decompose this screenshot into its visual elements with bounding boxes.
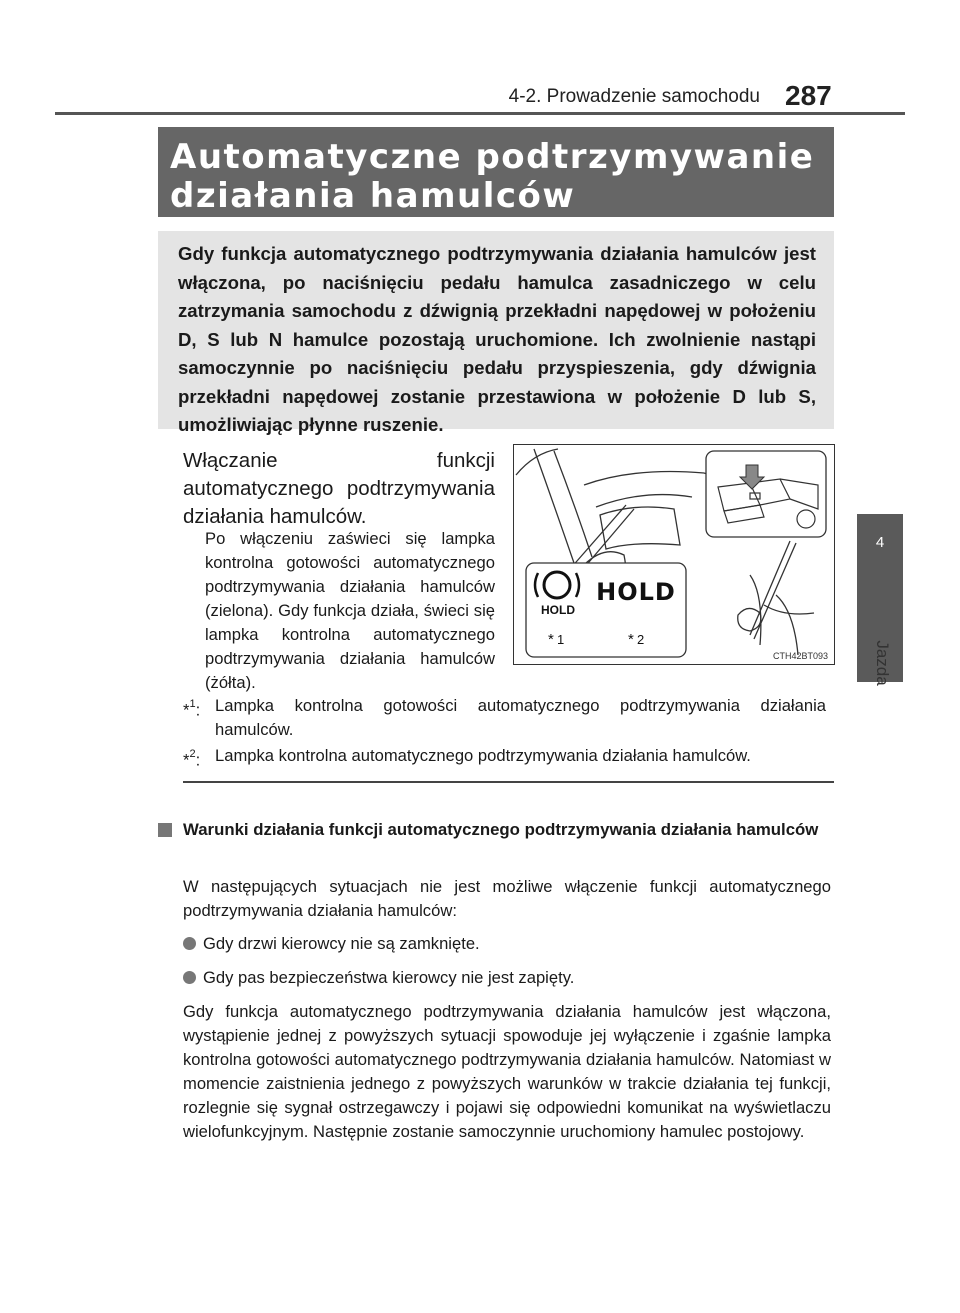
marker-2: 2 [637,632,645,647]
running-header-section: 4-2. Prowadzenie samochodu [508,86,760,107]
list-item [183,966,831,990]
chapter-label-text: Jazda [873,640,892,686]
lead-text: Włączanie funkcji automatycznego podtrzymywania działania hamulców. [183,449,495,528]
figure-code: CTH42BT093 [772,651,828,661]
indicator-2-label: HOLD [596,578,676,606]
bullet-dot-icon [183,971,196,984]
footnote-1-text: Lampka kontrolna gotowości automatycznego podtrzymywania działania hamulców. [215,696,826,739]
illustration-drawing [514,445,835,665]
indicator-1-label: HOLD [541,603,575,617]
list-item-text: Gdy pas bezpieczeństwa kierowcy nie jest zapięty. [203,968,575,987]
page-title: Automatyczne podtrzymywanie działania hamulców [158,127,834,217]
list-item [183,932,831,956]
footnote-2-text: Lampka kontrolna automatycznego podtrzymywania działania hamulców. [215,746,751,765]
dashboard-illustration [513,444,835,665]
section-heading: Warunki działania funkcji automatycznego podtrzymywania działania hamulców [183,820,819,839]
chapter-label [867,618,897,708]
marker-1-star: * [548,631,554,648]
section-square-icon [158,823,172,837]
section-intro: W następujących sytuacjach nie jest możliwe włączenie funkcji automatycznego podtrzymywania działania hamulców: [183,877,831,920]
page-number: 287 [785,80,832,111]
bullet-dot-icon [183,937,196,950]
list-item-text: Gdy drzwi kierowcy nie są zamknięte. [203,934,480,953]
intro-box: Gdy funkcja automatycznego podtrzymywania działania hamulców jest włączona, po naciśnięciu pedału hamulca zasadniczego w celu zatrzymania samochodu z dźwignią przekładni napędowej w położeniu D, S lub N hamulce pozostają uruchomione. Ich zwolnienie nastąpi samoczynnie po naciśnięciu pedału przyspieszenia, gdy dźwignia przekładni napędowej zostanie przestawiona w położenie D lub S, umożliwiając płynne ruszenie. [158,231,834,429]
footnote-1 [183,694,826,742]
lead-subtext: Po włączeniu zaświeci się lampka kontrolna gotowości automatycznego podtrzymywania działania hamulców (zielona). Gdy funkcja działa, świeci się lampka kontrolna automatycznego podtrzymywania działania hamulców (żółta). [205,529,495,692]
section-closing: Gdy funkcja automatycznego podtrzymywania działania hamulców jest włączona, wystąpienie jednej z powyższych sytuacji spowoduje jej wyłączenie i zgaśnie lampka kontrolna gotowości automatycznego podtrzymywania działania hamulców. Natomiast w momencie zaistnienia jednego z powyższych warunków w trakcie działania tej funkcji, rozlegnie się sygnał ostrzegawczy i pojawi się odpowiedni komunikat na wyświetlaczu wielofunkcyjnym. Następnie zostanie samoczynnie uruchomiony hamulec postojowy. [183,1002,831,1141]
header-rule [55,112,905,115]
footnote-2 [183,744,826,768]
marker-2-star: * [628,631,634,648]
footnote-2-marker: *$^2$: [183,748,201,770]
section-divider [183,781,834,783]
marker-1: 1 [557,632,565,647]
chapter-number: 4 [875,534,885,551]
footnote-1-marker: *$^1$: [183,698,201,720]
